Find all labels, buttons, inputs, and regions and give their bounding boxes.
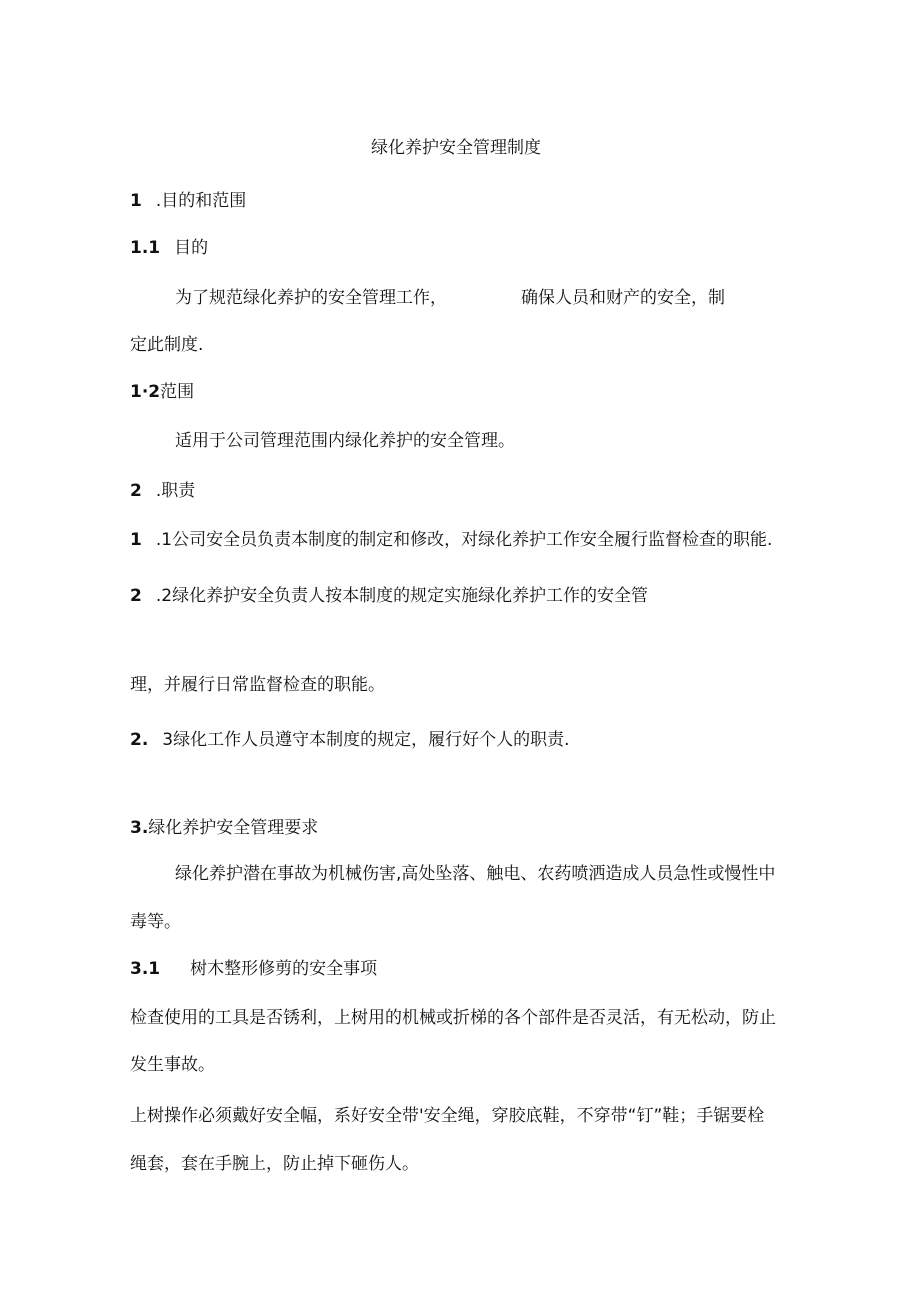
heading-text: 绿化养护安全管理要求 bbox=[148, 818, 319, 838]
heading-number: 2 bbox=[130, 481, 142, 501]
document-title: 绿化养护安全管理制度 bbox=[371, 138, 541, 158]
paragraph-purpose-line-2: 定此制度. bbox=[130, 335, 204, 355]
heading-number: 1·2 bbox=[130, 382, 161, 402]
item-text: .2绿化养护安全负责人按本制度的规定实施绿化养护工作的安全管 bbox=[155, 586, 649, 606]
item-text: .1公司安全员负责本制度的制定和修改，对绿化养护工作安全履行监督检查的职能. bbox=[155, 530, 773, 550]
paragraph-climbing-line-1: 上树操作必须戴好安全幅，系好安全带'安全绳，穿胶底鞋，不穿带“钉”鞋；手锯要栓 bbox=[130, 1106, 765, 1126]
paragraph-text: 为了规范绿化养护的安全管理工作， bbox=[175, 288, 447, 308]
heading-number: 3. bbox=[130, 818, 149, 838]
paragraph-tools-line-2: 发生事故。 bbox=[130, 1055, 215, 1075]
heading-number: 1.1 bbox=[130, 238, 161, 258]
item-2-2-continued: 理，并履行日常监督检查的职能。 bbox=[130, 675, 385, 695]
paragraph-hazards-line-1: 绿化养护潜在事故为机械伤害,高处坠落、触电、农药喷洒造成人员急性或慢性中 bbox=[175, 864, 776, 884]
item-number: 2 bbox=[130, 586, 142, 606]
paragraph-text: 确保人员和财产的安全，制 bbox=[521, 288, 725, 308]
heading-3 bbox=[130, 817, 318, 839]
item-number: 1 bbox=[130, 530, 142, 550]
heading-text: 树木整形修剪的安全事项 bbox=[190, 959, 378, 979]
paragraph-purpose-line-1 bbox=[175, 287, 725, 309]
item-2-3 bbox=[130, 729, 570, 751]
heading-text: .目的和范围 bbox=[155, 191, 247, 211]
item-2-2 bbox=[130, 585, 648, 607]
heading-1-2 bbox=[130, 381, 194, 403]
paragraph-tools-line-1: 检查使用的工具是否锈利，上树用的机械或折梯的各个部件是否灵活，有无松动，防止 bbox=[130, 1008, 776, 1028]
item-number: 2. bbox=[130, 730, 149, 750]
heading-1-1 bbox=[130, 237, 208, 259]
heading-number: 3.1 bbox=[130, 959, 161, 979]
paragraph-climbing-line-2: 绳套，套在手腕上，防止掉下砸伤人。 bbox=[130, 1154, 419, 1174]
paragraph-scope: 适用于公司管理范围内绿化养护的安全管理。 bbox=[175, 431, 515, 451]
heading-text: .职责 bbox=[155, 481, 196, 501]
heading-1 bbox=[130, 190, 246, 212]
heading-number: 1 bbox=[130, 191, 142, 211]
heading-text: 目的 bbox=[174, 238, 209, 258]
heading-text: 范围 bbox=[160, 382, 195, 402]
item-text: 3绿化工作人员遵守本制度的规定，履行好个人的职责. bbox=[162, 730, 570, 750]
item-2-1 bbox=[130, 529, 772, 551]
paragraph-hazards-line-2: 毒等。 bbox=[130, 912, 181, 932]
heading-2 bbox=[130, 480, 195, 502]
heading-3-1 bbox=[130, 958, 377, 980]
